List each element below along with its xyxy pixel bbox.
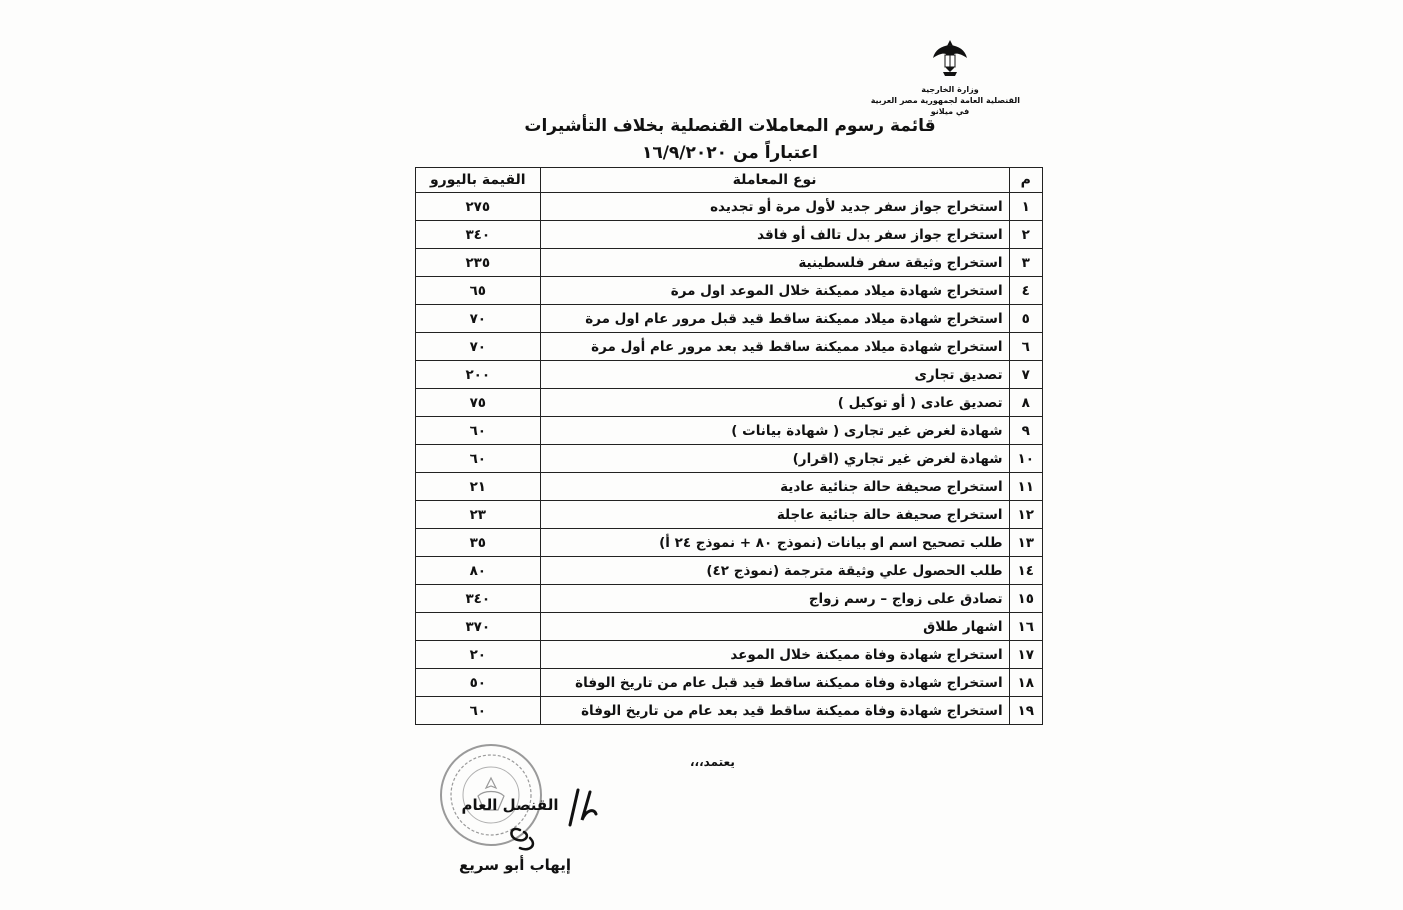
row-price: ٢٠٠	[416, 361, 541, 389]
table-row	[416, 501, 1043, 529]
table-row	[416, 193, 1043, 221]
row-number: ٣	[1009, 249, 1042, 277]
row-number: ١٢	[1009, 501, 1042, 529]
row-price: ٧٠	[416, 305, 541, 333]
row-number: ١٤	[1009, 557, 1042, 585]
row-type: استخراج شهادة ميلاد مميكنة خلال الموعد اول مرة	[540, 277, 1009, 305]
row-price: ٦٥	[416, 277, 541, 305]
fee-table	[415, 167, 1043, 725]
row-type: استخراج جواز سفر جديد لأول مرة أو تجديده	[540, 193, 1009, 221]
table-row	[416, 473, 1043, 501]
table-row	[416, 445, 1043, 473]
eagle-emblem-icon	[931, 38, 969, 78]
row-type: استخراج وثيقة سفر فلسطينية	[540, 249, 1009, 277]
row-type: تصادق على زواج – رسم زواج	[540, 585, 1009, 613]
row-number: ٦	[1009, 333, 1042, 361]
row-price: ٣٧٠	[416, 613, 541, 641]
letterhead	[870, 38, 1020, 117]
table-row	[416, 221, 1043, 249]
row-number: ١١	[1009, 473, 1042, 501]
row-number: ١	[1009, 193, 1042, 221]
header-price: القيمة باليورو	[416, 168, 541, 193]
row-price: ٢٧٥	[416, 193, 541, 221]
row-type: استخراج صحيفة حالة جنائية عادية	[540, 473, 1009, 501]
table-row	[416, 641, 1043, 669]
row-type: تصديق تجارى	[540, 361, 1009, 389]
row-number: ١٠	[1009, 445, 1042, 473]
row-price: ٦٠	[416, 417, 541, 445]
row-type: استخراج جواز سفر بدل تالف أو فاقد	[540, 221, 1009, 249]
document-title: قائمة رسوم المعاملات القنصلية بخلاف التأشيرات	[524, 116, 936, 136]
row-price: ٧٥	[416, 389, 541, 417]
table-header-row	[416, 168, 1043, 193]
table-row	[416, 669, 1043, 697]
row-price: ٨٠	[416, 557, 541, 585]
row-number: ٤	[1009, 277, 1042, 305]
ministry-line: وزارة الخارجية	[921, 85, 979, 94]
row-price: ٦٠	[416, 445, 541, 473]
row-price: ٦٠	[416, 697, 541, 725]
table-row	[416, 417, 1043, 445]
row-number: ١٣	[1009, 529, 1042, 557]
row-number: ١٧	[1009, 641, 1042, 669]
row-type: اشهار طلاق	[540, 613, 1009, 641]
row-price: ٢٣٥	[416, 249, 541, 277]
row-number: ١٨	[1009, 669, 1042, 697]
header-type: نوع المعاملة	[540, 168, 1009, 193]
table-row	[416, 333, 1043, 361]
row-number: ١٩	[1009, 697, 1042, 725]
table-row	[416, 697, 1043, 725]
table-row	[416, 305, 1043, 333]
row-type: استخراج شهادة وفاة مميكنة ساقط قيد قبل عام من تاريخ الوفاة	[540, 669, 1009, 697]
row-number: ٨	[1009, 389, 1042, 417]
row-number: ١٦	[1009, 613, 1042, 641]
row-type: طلب تصحيح اسم او بيانات (نموذج ٨٠ + نموذج ٢٤ أ)	[540, 529, 1009, 557]
table-body	[416, 193, 1043, 725]
row-price: ٣٥	[416, 529, 541, 557]
row-price: ٢٠	[416, 641, 541, 669]
approval-text: يعتمد،،،	[690, 755, 735, 769]
signatory-title: القنصل العام	[461, 796, 559, 814]
row-type: طلب الحصول علي وثيقة مترجمة (نموذج ٤٢)	[540, 557, 1009, 585]
document-subtitle: اعتباراً من ١٦/٩/٢٠٢٠	[641, 143, 819, 163]
row-number: ٧	[1009, 361, 1042, 389]
table-row	[416, 277, 1043, 305]
row-type: تصديق عادى ( أو توكيل )	[540, 389, 1009, 417]
table-row	[416, 557, 1043, 585]
consulate-line: القنصلية العامة لجمهورية مصر العربية	[870, 96, 1020, 105]
table-row	[416, 361, 1043, 389]
row-type: استخراج شهادة ميلاد مميكنة ساقط قيد قبل مرور عام اول مرة	[540, 305, 1009, 333]
table-row	[416, 249, 1043, 277]
row-number: ١٥	[1009, 585, 1042, 613]
table-row	[416, 585, 1043, 613]
handwritten-signature-icon	[490, 780, 600, 865]
row-type: استخراج شهادة وفاة مميكنة ساقط قيد بعد عام من تاريخ الوفاة	[540, 697, 1009, 725]
row-price: ٢١	[416, 473, 541, 501]
table-row	[416, 613, 1043, 641]
row-type: استخراج شهادة وفاة مميكنة خلال الموعد	[540, 641, 1009, 669]
row-type: استخراج صحيفة حالة جنائية عاجلة	[540, 501, 1009, 529]
row-price: ٣٤٠	[416, 585, 541, 613]
row-price: ٧٠	[416, 333, 541, 361]
row-price: ٣٤٠	[416, 221, 541, 249]
row-number: ٥	[1009, 305, 1042, 333]
row-number: ٢	[1009, 221, 1042, 249]
header-number: م	[1009, 168, 1042, 193]
row-type: استخراج شهادة ميلاد مميكنة ساقط قيد بعد مرور عام أول مرة	[540, 333, 1009, 361]
signatory-name: إيهاب أبو سريع	[459, 856, 571, 874]
city-line: في ميلانو	[930, 107, 970, 116]
table-row	[416, 529, 1043, 557]
row-type: شهادة لغرض غير تجارى ( شهادة بيانات )	[540, 417, 1009, 445]
row-price: ٥٠	[416, 669, 541, 697]
row-type: شهادة لغرض غير تجاري (اقرار)	[540, 445, 1009, 473]
row-number: ٩	[1009, 417, 1042, 445]
table-row	[416, 389, 1043, 417]
row-price: ٢٣	[416, 501, 541, 529]
